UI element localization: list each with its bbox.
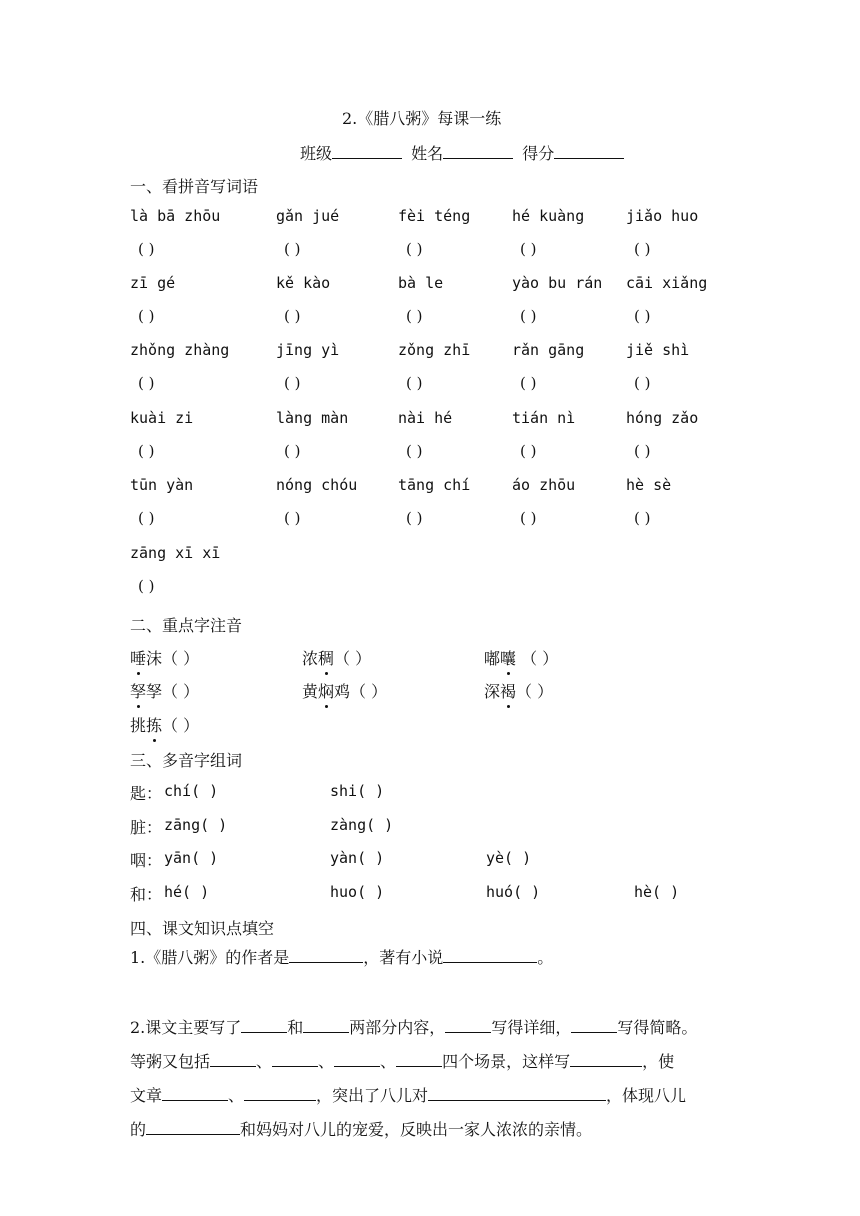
polyphone-char: 脏： [130, 818, 163, 837]
page-title: 2.《腊八粥》每课一练 [342, 109, 502, 128]
pinyin-word: zhǒng zhàng [130, 341, 230, 359]
dotted-char: 囔 [500, 646, 516, 669]
q2-text: ，突出了八儿对 [316, 1086, 429, 1105]
section4-heading: 四、课文知识点填空 [130, 919, 275, 938]
answer-parentheses[interactable]: ( ) [634, 307, 651, 325]
char-plain: （ ） [516, 682, 554, 701]
answer-parentheses[interactable]: ( ) [138, 240, 155, 258]
char-plain: （ ） [162, 716, 200, 735]
polyphone-char: 和： [130, 885, 163, 904]
char-plain: 黄 [302, 682, 319, 701]
pinyin-word: hè sè [626, 476, 672, 494]
answer-parentheses[interactable]: ( ) [406, 509, 423, 527]
q2-blank[interactable] [146, 1120, 240, 1135]
section1-heading: 一、看拼音写词语 [130, 177, 259, 196]
student-info-line [300, 141, 624, 164]
polyphone-reading[interactable]: hé( ) [164, 883, 210, 901]
answer-parentheses[interactable]: ( ) [406, 374, 423, 392]
pinyin-word: tāng chí [398, 476, 471, 494]
pinyin-word: kuài zi [130, 409, 194, 427]
answer-parentheses[interactable]: ( ) [284, 307, 301, 325]
pinyin-word: rǎn gāng [512, 341, 585, 359]
answer-parentheses[interactable]: ( ) [138, 374, 155, 392]
answer-parentheses[interactable]: ( ) [634, 509, 651, 527]
score-blank[interactable] [554, 142, 624, 159]
question-2-line-1 [130, 1011, 697, 1045]
char-plain: 嘟 [484, 649, 501, 668]
answer-parentheses[interactable]: ( ) [406, 307, 423, 325]
q2-blank[interactable] [396, 1052, 442, 1067]
pinyin-word: cāi xiǎng [626, 274, 708, 292]
phonetic-item[interactable] [130, 679, 199, 702]
q2-blank[interactable] [241, 1018, 287, 1033]
phonetic-item[interactable] [302, 679, 387, 702]
question-2-line-4 [130, 1113, 592, 1147]
answer-parentheses[interactable]: ( ) [520, 307, 537, 325]
q2-text: 2.课文主要写了 [130, 1018, 242, 1037]
pinyin-word: nài hé [398, 409, 453, 427]
dotted-char: 孥 [130, 679, 146, 702]
question-2-line-3 [130, 1079, 686, 1113]
dotted-char: 唾 [130, 646, 146, 669]
pinyin-word: jiě shì [626, 341, 690, 359]
pinyin-word: zī gé [130, 274, 176, 292]
q2-text: 文章 [130, 1086, 163, 1105]
answer-parentheses[interactable]: ( ) [138, 307, 155, 325]
pinyin-word: hé kuàng [512, 207, 585, 225]
phonetic-item[interactable] [130, 646, 199, 669]
char-plain: 沫（ ） [146, 649, 200, 668]
polyphone-reading[interactable]: yàn( ) [330, 849, 385, 867]
answer-parentheses[interactable]: ( ) [634, 442, 651, 460]
q2-text: 、 [318, 1052, 335, 1071]
phonetic-item[interactable] [130, 713, 199, 736]
q2-text: 写得简略。 [617, 1018, 698, 1037]
char-plain: 深 [484, 682, 501, 701]
pinyin-word: fèi téng [398, 207, 471, 225]
polyphone-reading[interactable]: yè( ) [486, 849, 532, 867]
pinyin-word: làng màn [276, 409, 349, 427]
polyphone-reading[interactable]: huó( ) [486, 883, 541, 901]
pinyin-word: hóng zǎo [626, 409, 699, 427]
q2-blank[interactable] [210, 1052, 256, 1067]
answer-parentheses[interactable]: ( ) [284, 374, 301, 392]
q2-text: 的 [130, 1120, 147, 1139]
polyphone-reading[interactable]: zàng( ) [330, 816, 394, 834]
q2-text: 等粥又包括 [130, 1052, 211, 1071]
pinyin-word: kě kào [276, 274, 331, 292]
answer-parentheses[interactable]: ( ) [520, 240, 537, 258]
answer-parentheses[interactable]: ( ) [138, 509, 155, 527]
polyphone-reading[interactable]: chí( ) [164, 782, 219, 800]
q2-text: ，体现八儿 [606, 1086, 687, 1105]
answer-parentheses[interactable]: ( ) [406, 240, 423, 258]
pinyin-word: tián nì [512, 409, 576, 427]
pinyin-word: gǎn jué [276, 207, 340, 225]
pinyin-word: tūn yàn [130, 476, 194, 494]
dotted-char: 拣 [146, 713, 162, 736]
polyphone-reading[interactable]: yān( ) [164, 849, 219, 867]
polyphone-reading[interactable]: zāng( ) [164, 816, 228, 834]
answer-parentheses[interactable]: ( ) [284, 240, 301, 258]
polyphone-char: 咽： [130, 851, 163, 870]
answer-parentheses[interactable]: ( ) [284, 442, 301, 460]
q2-text: 写得详细， [491, 1018, 572, 1037]
answer-parentheses[interactable]: ( ) [138, 442, 155, 460]
pinyin-word: là bā zhōu [130, 207, 221, 225]
dotted-char: 焖 [318, 679, 334, 702]
dotted-char: 稠 [318, 646, 334, 669]
class-blank[interactable] [332, 142, 402, 159]
pinyin-word: yào bu rán [512, 274, 603, 292]
answer-parentheses[interactable]: ( ) [520, 442, 537, 460]
answer-parentheses[interactable]: ( ) [284, 509, 301, 527]
char-plain: 鸡（ ） [334, 682, 388, 701]
section3-heading: 三、多音字组词 [130, 751, 243, 770]
polyphone-reading[interactable]: hè( ) [634, 883, 680, 901]
phonetic-item[interactable] [484, 679, 553, 702]
answer-parentheses[interactable]: ( ) [634, 374, 651, 392]
polyphone-reading[interactable]: shi( ) [330, 782, 385, 800]
phonetic-item[interactable] [302, 646, 371, 669]
phonetic-item[interactable] [484, 646, 558, 669]
q1-text-b: ，著有小说 [363, 948, 444, 967]
char-plain: 挑 [130, 716, 147, 735]
polyphone-reading[interactable]: huo( ) [330, 883, 385, 901]
answer-parentheses[interactable]: ( ) [406, 442, 423, 460]
q2-blank[interactable] [244, 1086, 316, 1101]
q2-blank[interactable] [428, 1086, 606, 1101]
answer-parentheses[interactable]: ( ) [520, 374, 537, 392]
q2-text: ，使 [642, 1052, 675, 1071]
q1-text-a: 1.《腊八粥》的作者是 [130, 948, 290, 967]
pinyin-word: áo zhōu [512, 476, 576, 494]
polyphone-char: 匙： [130, 784, 163, 803]
pinyin-word: jīng yì [276, 341, 340, 359]
q1-text-c: 。 [537, 948, 554, 967]
char-plain: 浓 [302, 649, 319, 668]
score-label: 得分 [522, 144, 555, 163]
char-plain: 孥（ ） [146, 682, 200, 701]
q2-text: 、 [380, 1052, 397, 1071]
answer-parentheses[interactable]: ( ) [138, 577, 155, 595]
q2-blank[interactable] [571, 1018, 617, 1033]
question-1 [130, 941, 553, 975]
q2-blank[interactable] [445, 1018, 491, 1033]
pinyin-word: nóng chóu [276, 476, 358, 494]
q1-blank-novel[interactable] [443, 948, 537, 963]
class-label: 班级 [300, 144, 333, 163]
q2-blank[interactable] [570, 1052, 642, 1067]
q2-text: 两部分内容， [349, 1018, 446, 1037]
char-plain: （ ） [516, 649, 559, 668]
q1-blank-author[interactable] [289, 948, 363, 963]
q2-blank[interactable] [303, 1018, 349, 1033]
q2-text: 、 [256, 1052, 273, 1071]
name-label: 姓名 [411, 144, 444, 163]
q2-text: 四个场景，这样写 [442, 1052, 571, 1071]
q2-text: 和妈妈对八儿的宠爱，反映出一家人浓浓的亲情。 [240, 1120, 593, 1139]
q2-blank[interactable] [272, 1052, 318, 1067]
question-2-line-2 [130, 1045, 674, 1079]
char-plain: （ ） [334, 649, 372, 668]
pinyin-word: zāng xī xī [130, 544, 221, 562]
section2-heading: 二、重点字注音 [130, 616, 243, 635]
answer-parentheses[interactable]: ( ) [634, 240, 651, 258]
pinyin-word: jiǎo huo [626, 207, 699, 225]
answer-parentheses[interactable]: ( ) [520, 509, 537, 527]
pinyin-word: zǒng zhī [398, 341, 471, 359]
q2-blank[interactable] [334, 1052, 380, 1067]
q2-blank[interactable] [162, 1086, 228, 1101]
dotted-char: 褐 [500, 679, 516, 702]
q2-text: 和 [287, 1018, 304, 1037]
pinyin-word: bà le [398, 274, 444, 292]
name-blank[interactable] [443, 142, 513, 159]
q2-text: 、 [228, 1086, 245, 1105]
